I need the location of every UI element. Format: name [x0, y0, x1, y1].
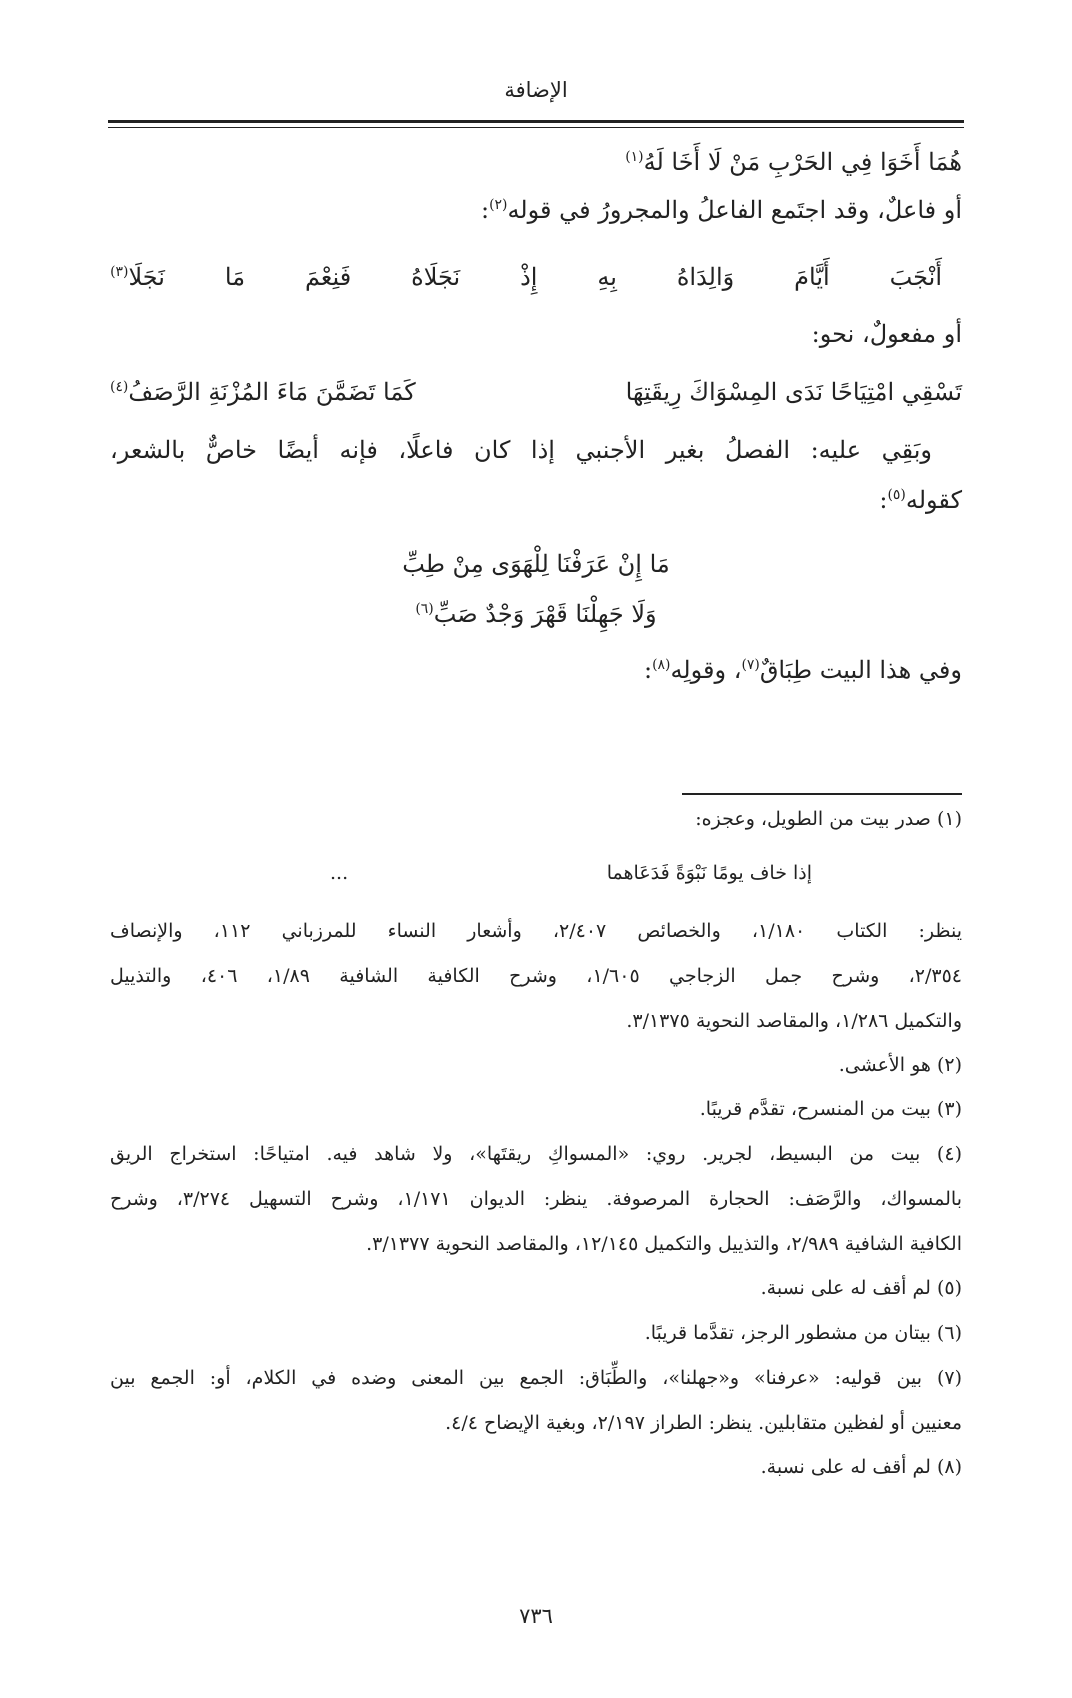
text-line-2: أو فاعلٌ، وقد اجتَمع الفاعلُ والمجرورُ في قوله$^{(٢)}$: [480, 196, 962, 224]
footnote-4-line-3: الكافية الشافية ٢/٩٨٩، والتذييل والتكميل ١٢/١٤٥، والمقاصد النحوية ٣/١٣٧٧. [366, 1233, 962, 1255]
footnote-8: (٨) لم أقف له على نسبة. [760, 1456, 962, 1478]
text-line-4: أو مفعولٌ، نحو: [811, 320, 962, 348]
text-line-7: كقوله$^{(٥)}$: [879, 486, 962, 514]
rajaz-line-2: وَلَا جَهِلْنَا قَهْرَ وَجْدٌ صَبِّ$^{(٦)}$ [415, 600, 657, 628]
footnote-ref-2[interactable]: (٢) [489, 197, 508, 213]
footnote-1: (١) صدر بيت من الطويل، وعجزه: [695, 808, 962, 830]
footnote-1-refs-line-1: ينظر: الكتاب ١/١٨٠، والخصائص ٢/٤٠٧، وأشعار النساء للمرزباني ١١٢، والإنصاف [110, 920, 962, 942]
footnote-7-line-2: معنيين أو لفظين متقابلين. ينظر: الطراز ٢/١٩٧، وبغية الإيضاح ٤/٤. [445, 1412, 962, 1434]
verse-line-1: هُمَا أَخَوَا فِي الحَرْبِ مَنْ لَا أَخَا لَهُ$^{(١)}$ [625, 148, 962, 176]
footnote-ref-6[interactable]: (٦) [415, 601, 434, 617]
footnote-7-line-1: (٧) بين قوليه: «عرفنا» و«جهلنا»، والطِّبَاق: الجمع بين المعنى وضده في الكلام، أو: الجمع بين [110, 1367, 962, 1389]
footnote-4-line-1: (٤) بيت من البسيط، لجرير. روي: «المسواكِ ريقتَها»، ولا شاهد فيه. امتياحًا: استخراج الريق [110, 1143, 962, 1165]
footnote-ref-1[interactable]: (١) [625, 149, 644, 165]
footnote-1-hemistich: إذا خاف يومًا نَبْوَةً فَدَعَاهما ... [330, 862, 812, 884]
footnote-ref-7[interactable]: (٧) [741, 657, 760, 673]
text-line-8: وفي هذا البيت طِبَاقٌ$^{(٧)}$، وقولِه$^{(٨)}$: [643, 656, 962, 684]
footnote-5: (٥) لم أقف له على نسبة. [760, 1277, 962, 1299]
footnote-6: (٦) بيتان من مشطور الرجز، تقدَّما قريبًا. [644, 1322, 962, 1344]
footnote-4-line-2: بالمسواك، والرَّصَف: الحجارة المرصوفة. ينظر: الديوان ١/١٧١، وشرح التسهيل ٣/٢٧٤، وشرح [110, 1188, 962, 1210]
verse-line-3: أَنْجَبَ أَيَّامَ وَالِدَاهُ بِهِ إِذْ نَجَلَاهُ فَنِعْمَ مَا نَجَلَا$^{(٣)}$ [110, 263, 942, 291]
footnote-ref-4[interactable]: (٤) [110, 379, 129, 395]
page-number: ٧٣٦ [519, 1604, 553, 1628]
rajaz-line-1: مَا إِنْ عَرَفْنَا لِلْهَوَى مِنْ طِبِّ [402, 550, 670, 578]
footnote-separator [682, 793, 962, 795]
footnote-1-refs-line-2: ٢/٣٥٤، وشرح جمل الزجاجي ١/٦٠٥، وشرح الكافية الشافية ١/٨٩، ٤٠٦، والتذييل [110, 965, 963, 987]
text-line-6: وبَقِي عليه: الفصلُ بغير الأجنبي إذا كان فاعلًا، فإنه أيضًا خاصٌّ بالشعر، [110, 436, 932, 464]
header-double-rule [108, 120, 964, 128]
footnote-1-refs-line-3: والتكميل ١/٢٨٦، والمقاصد النحوية ٣/١٣٧٥. [626, 1010, 962, 1032]
footnote-2: (٢) هو الأعشى. [838, 1054, 962, 1076]
footnote-ref-3[interactable]: (٣) [110, 264, 129, 280]
footnote-ref-8[interactable]: (٨) [652, 657, 671, 673]
footnote-ref-5[interactable]: (٥) [887, 487, 906, 503]
verse-line-5: تَسْقِي امْتِيَاحًا نَدَى المِسْوَاكَ رِيقَتِهَا كَمَا تَضَمَّنَ مَاءَ المُزْنَةِ الرَّصَفُ$^{(٤)}$ [110, 378, 962, 406]
running-header: الإضافة [504, 78, 568, 102]
footnote-3: (٣) بيت من المنسرح، تقدَّم قريبًا. [699, 1098, 962, 1120]
